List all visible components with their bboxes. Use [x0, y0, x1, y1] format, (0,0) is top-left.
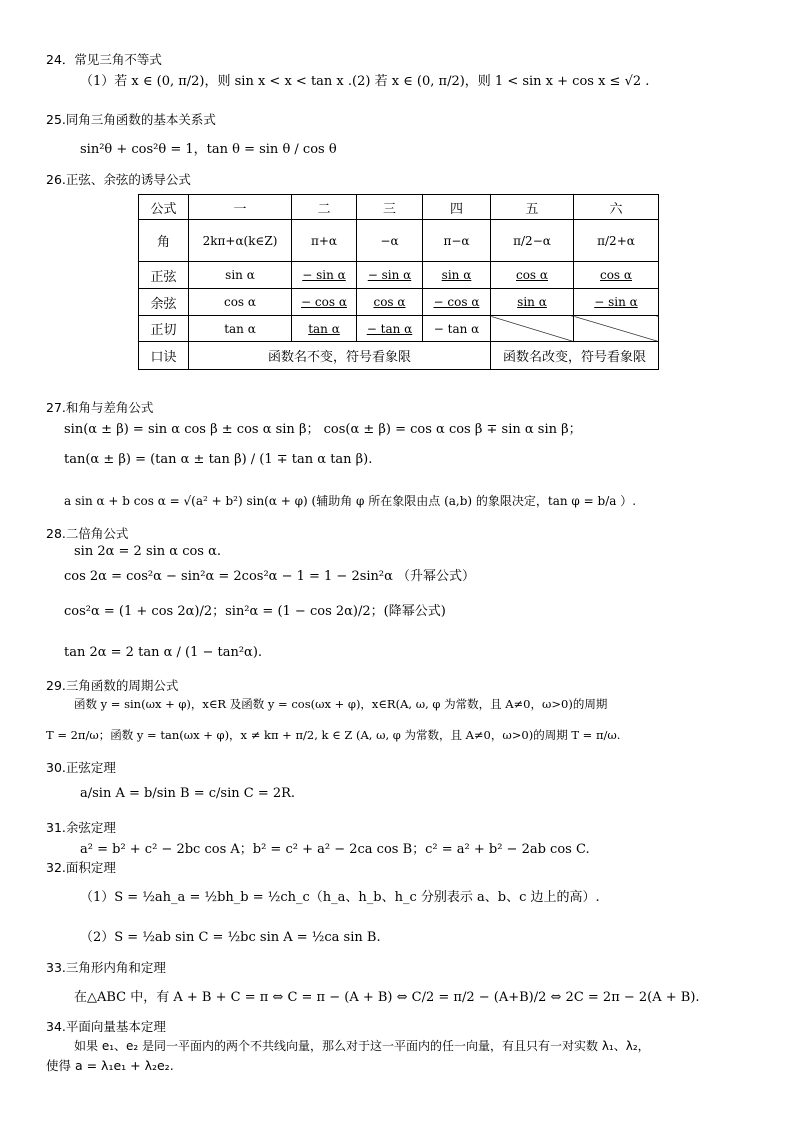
cell-value: − sin α	[302, 268, 346, 282]
table-cell: π−α	[423, 220, 491, 262]
formula-text: （1）若 x ∈ (0, π/2)，则 sin x < x < tan x .(2) 若 x ∈ (0, π/2)，则 1 < sin x + cos x ≤ √2 .	[80, 74, 650, 89]
section-32-title: 32.面积定理	[46, 860, 116, 875]
section-32-line: （2）S = ½ab sin C = ½bc sin A = ½ca sin B.	[80, 930, 381, 945]
cell-value: − sin α	[367, 268, 412, 282]
section-33-title: 33.三角形内角和定理	[46, 960, 166, 975]
cell-value: cos α	[515, 268, 549, 282]
section-28-line: cos²α = (1 + cos 2α)/2；sin²α = (1 − cos 2α)/2；(降幂公式)	[64, 604, 446, 619]
table-cell	[423, 289, 491, 316]
table-cell: − tan α	[423, 316, 491, 342]
table-header-cell: 二	[292, 195, 357, 220]
section-32-line: （1）S = ½ah_a = ½bh_b = ½ch_c（h_a、h_b、h_c 分别表示 a、b、c 边上的高）.	[80, 890, 600, 905]
table-header-cell: 四	[423, 195, 491, 220]
section-24-line	[80, 70, 649, 89]
table-cell: sin α	[189, 262, 292, 289]
section-28-title: 28.二倍角公式	[46, 526, 129, 541]
cell-value: cos α	[599, 268, 633, 282]
section-31-title: 31.余弦定理	[46, 820, 116, 835]
table-header-cell: 五	[491, 195, 574, 220]
table-cell	[574, 262, 659, 289]
row-label-mnemonic: 口诀	[139, 342, 189, 370]
table-header-cell: 公式	[139, 195, 189, 220]
section-29-line: 函数 y = sin(ωx + φ)，x∈R 及函数 y = cos(ωx + φ)，x∈R(A, ω, φ 为常数，且 A≠0，ω>0)的周期	[74, 697, 608, 711]
section-30-line: a/sin A = b/sin B = c/sin C = 2R.	[80, 786, 296, 801]
table-cell	[292, 316, 357, 342]
cell-value: − sin α	[594, 295, 638, 309]
row-label-tan: 正切	[139, 316, 189, 342]
table-cell	[423, 262, 491, 289]
table-cell	[491, 262, 574, 289]
row-label-cos: 余弦	[139, 289, 189, 316]
table-cell	[292, 289, 357, 316]
row-label-sin: 正弦	[139, 262, 189, 289]
section-25-title: 25.同角三角函数的基本关系式	[46, 112, 216, 127]
section-25-line: sin²θ + cos²θ = 1，tan θ = sin θ / cos θ	[80, 142, 337, 157]
cell-value: − tan α	[366, 321, 413, 336]
table-header-cell: 六	[574, 195, 659, 220]
table-cell: π/2−α	[491, 220, 574, 262]
table-cell: π/2+α	[574, 220, 659, 262]
empty-diagonal-cell	[491, 316, 574, 342]
table-cell	[357, 289, 423, 316]
section-28-line: tan 2α = 2 tan α / (1 − tan²α).	[64, 645, 263, 660]
section-24-title: 24．常见三角不等式	[46, 52, 162, 67]
table-cell	[292, 262, 357, 289]
mnemonic-cell: 函数名不变，符号看象限	[189, 342, 491, 370]
mnemonic-cell: 函数名改变，符号看象限	[491, 342, 659, 370]
section-28-line: cos 2α = cos²α − sin²α = 2cos²α − 1 = 1 − 2sin²α （升幂公式）	[64, 569, 476, 584]
section-26-title: 26.正弦、余弦的诱导公式	[46, 172, 191, 187]
cell-value: cos α	[373, 295, 406, 309]
table-cell: π+α	[292, 220, 357, 262]
cell-value: sin α	[441, 268, 472, 282]
table-cell	[357, 316, 423, 342]
empty-diagonal-cell	[574, 316, 659, 342]
table-cell	[357, 262, 423, 289]
table-cell	[574, 289, 659, 316]
section-27-line: sin(α ± β) = sin α cos β ± cos α sin β； cos(α ± β) = cos α cos β ∓ sin α sin β；	[64, 422, 582, 437]
table-cell	[491, 289, 574, 316]
table-cell: 2kπ+α(k∈Z)	[189, 220, 292, 262]
section-34-line: 如果 e₁、e₂ 是同一平面内的两个不共线向量，那么对于这一平面内的任一向量，有且只有一对实数 λ₁、λ₂，	[74, 1039, 650, 1053]
table-header-cell: 一	[189, 195, 292, 220]
table-cell: tan α	[189, 316, 292, 342]
table-header-cell: 三	[357, 195, 423, 220]
section-27-line: a sin α + b cos α = √(a² + b²) sin(α + φ) (辅助角 φ 所在象限由点 (a,b) 的象限决定，tan φ = b/a ）.	[64, 494, 637, 508]
section-29-line: T = 2π/ω；函数 y = tan(ωx + φ)，x ≠ kπ + π/2, k ∈ Z (A, ω, φ 为常数，且 A≠0，ω>0)的周期 T = π/ω.	[46, 728, 621, 742]
section-34-line: 使得 a = λ₁e₁ + λ₂e₂.	[46, 1058, 174, 1073]
section-33-line: 在△ABC 中，有 A + B + C = π ⇔ C = π − (A + B) ⇔ C/2 = π/2 − (A+B)/2 ⇔ 2C = 2π − 2(A + B).	[74, 990, 700, 1005]
section-31-line: a² = b² + c² − 2bc cos A；b² = c² + a² − 2ca cos B；c² = a² + b² − 2ab cos C.	[80, 842, 590, 857]
cell-value: sin α	[517, 295, 547, 309]
section-27-title: 27.和角与差角公式	[46, 400, 154, 415]
section-29-title: 29.三角函数的周期公式	[46, 678, 179, 693]
table-cell: −α	[357, 220, 423, 262]
row-label-angle: 角	[139, 220, 189, 262]
section-28-line: sin 2α = 2 sin α cos α.	[74, 544, 222, 559]
cell-value: tan α	[308, 321, 340, 336]
cell-value: − cos α	[301, 295, 347, 309]
section-34-title: 34.平面向量基本定理	[46, 1019, 166, 1034]
table-cell: cos α	[189, 289, 292, 316]
section-27-line: tan(α ± β) = (tan α ± tan β) / (1 ∓ tan α tan β).	[64, 452, 373, 467]
cell-value: − cos α	[433, 295, 480, 309]
induction-formula-table	[138, 194, 659, 370]
section-30-title: 30.正弦定理	[46, 760, 116, 775]
